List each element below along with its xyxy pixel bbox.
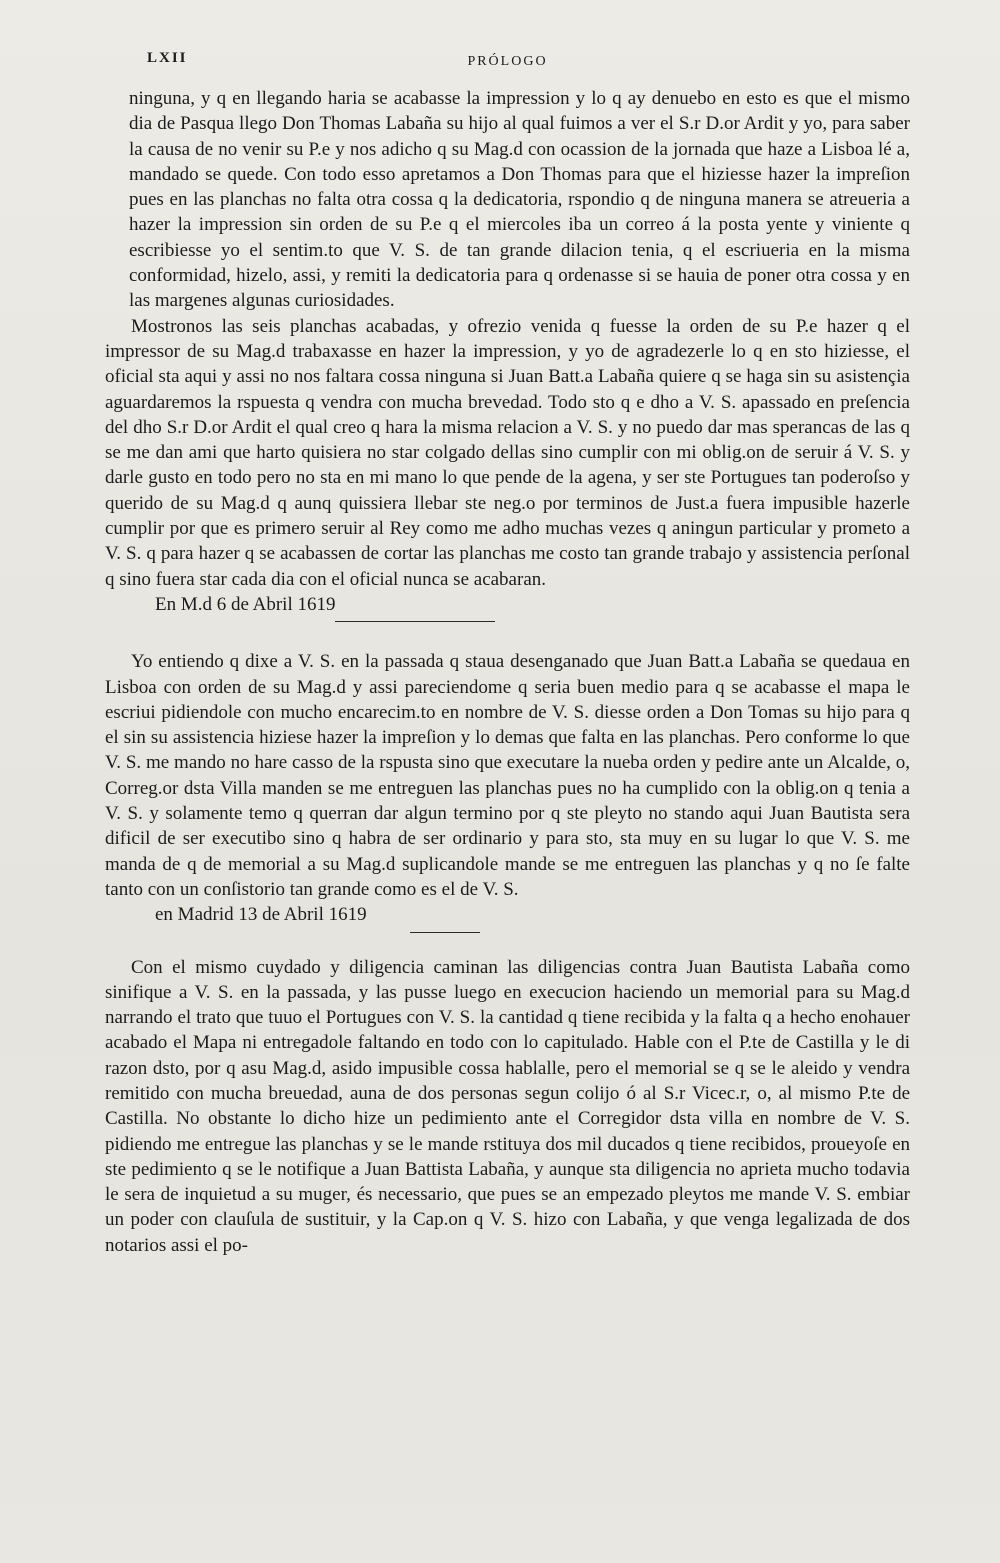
page-header: [105, 44, 910, 74]
dateline-1-text: En M.d 6 de Abril 1619: [155, 593, 336, 615]
dateline-1: [105, 592, 910, 622]
page-number: LXII: [147, 50, 188, 66]
paragraph-4: Con el mismo cuydado y diligencia caminan las diligencias contra Juan Bautista Labaña como sinifique a V. S. en la passada, y las pusse luego en execucion haciendo un memorial para su Mag.d narrando el trato que tuuo el Portugues con V. S. la cantidad q tiene recibida y la falta q a hecho enohauer acabado el Mapa ni entregadole faltando en todo con lo capitulado. Hable con el P.te de Castilla y le di razon dsto, por q asu Mag.d, asido impusible cossa hablalle, pero el memorial se q se le aleido y vendra remitido con mucha breuedad, auna de dos personas segun colijo ó al S.r Vicec.r, o, al mismo P.te de Castilla. No obstante lo dicho hize un pedimiento ante el Corregidor dsta villa en nombre de V. S. pidiendo me entregue las planchas y se le mande rstituya dos mil ducados q tiene recibidos, proueyoſe en ste pedimiento q se le notifique a Juan Battista Labaña, y aunque sta diligencia no aprieta mucho todavia le sera de inquietud a su muger, és necessario, que pues se an empezado pleytos me mande V. S. embiar un poder con clauſula de sustituir, y la Cap.on q V. S. hizo con Labaña, y que venga legalizada de dos notarios assi el po-: [105, 956, 910, 1256]
letter-separator: [105, 622, 910, 649]
running-title: PRÓLOGO: [467, 54, 548, 69]
paragraph-1: ninguna, y q en llegando haria se acabasse la impression y lo q ay denuebo en esto es que el mismo dia de Pasqua llego Don Thomas Labaña su hijo al qual fuimos a ver el S.r D.or Ardit y yo, para saber la causa de no venir su P.e y nos adicho q su Mag.d con ocassion de la jornada que haze a Lisboa lé a, mandado se quede. Con todo esso apretamos a Don Thomas para que el hiziesse hazer la impreſion pues en las planchas no falta otra cossa q la dedicatoria, rspondio q de ninguna manera se atreueria a hazer la impression sin orden de su P.e q el miercoles iba un correo á la posta yente y viniente q escribiesse yo el sentim.to que V. S. de tan grande dilacion tenia, q el escriueria en la misma conformidad, hizelo, assi, y remiti la dedicatoria para q ordenasse si se hauia de poner otra cossa y en las margenes algunas curiosidades.: [129, 88, 910, 312]
dateline-2-text: en Madrid 13 de Abril 1619: [155, 904, 367, 926]
dateline-2: [105, 902, 910, 932]
letter-body: [105, 86, 910, 1258]
letter-separator: [105, 933, 910, 955]
paragraph-3: Yo entiendo q dixe a V. S. en la passada q staua desenganado que Juan Batt.a Labaña se quedaua en Lisboa con orden de su Mag.d y assi pareciendome q seria buen medio para q se acabasse el mapa le escriui pidiendole con mucho encarecim.to en nombre de V. S. diesse orden a Don Tomas su hijo para q el sin su assistencia hiziese hazer la impreſion y lo demas que falta en las planchas. Pero conforme lo que V. S. me mando no hare casso de la rspusta sino que executare la nueba orden y pedire ante un Alcalde, o, Correg.or dsta Villa manden se me entreguen las planchas pues no ha cumplido con la oblig.on q tenia a V. S. y solamente temo q querran dar algun termino por q ste pleyto no stando aqui Juan Bautista sera dificil de ser executibo sino q habra de ser ordinario y para sto, sta muy en su lugar lo que V. S. me manda de q de memorial a su Mag.d suplicandole mande se me entreguen las planchas y q no ſe falte tanto con un conſistorio tan grande como es el de V. S.: [105, 651, 910, 900]
paragraph-2: Mostronos las seis planchas acabadas, y ofrezio venida q fuesse la orden de su P.e hazer q el impressor de su Mag.d trabaxasse en hazer la impression, y yo de agradezerle lo q en sto hiziesse, el oficial sta aqui y assi no nos faltara cossa ninguna si Juan Batt.a Labaña quiere q se haga sin su asistençia aguardaremos la rspuesta q vendra con mucha brevedad. Todo sto q e dho a V. S. apassado en preſencia del dho S.r D.or Ardit el qual creo q hara la misma relacion a V. S. y no puedo dar mas sperancas de las q se me dan ami que harto quisiera no star colgado dellas sino cumplir con mi oblig.on de seruir á V. S. y darle gusto en todo pero no sta en mi mano lo que pende de la agena, y ser ste Portugues tan poderoſso y querido de su Mag.d q aunq quissiera llebar ste neg.o por terminos de Just.a fuera impusible hazerle cumplir por que es primero seruir al Rey como me adho muchas vezes q aningun particular y prometo a V. S. q para hazer q se acabassen de cortar las planchas me costo tan grande trabajo y assistencia perſonal q sino fuera star cada dia con el oficial nunca se acabaran.: [105, 315, 910, 590]
